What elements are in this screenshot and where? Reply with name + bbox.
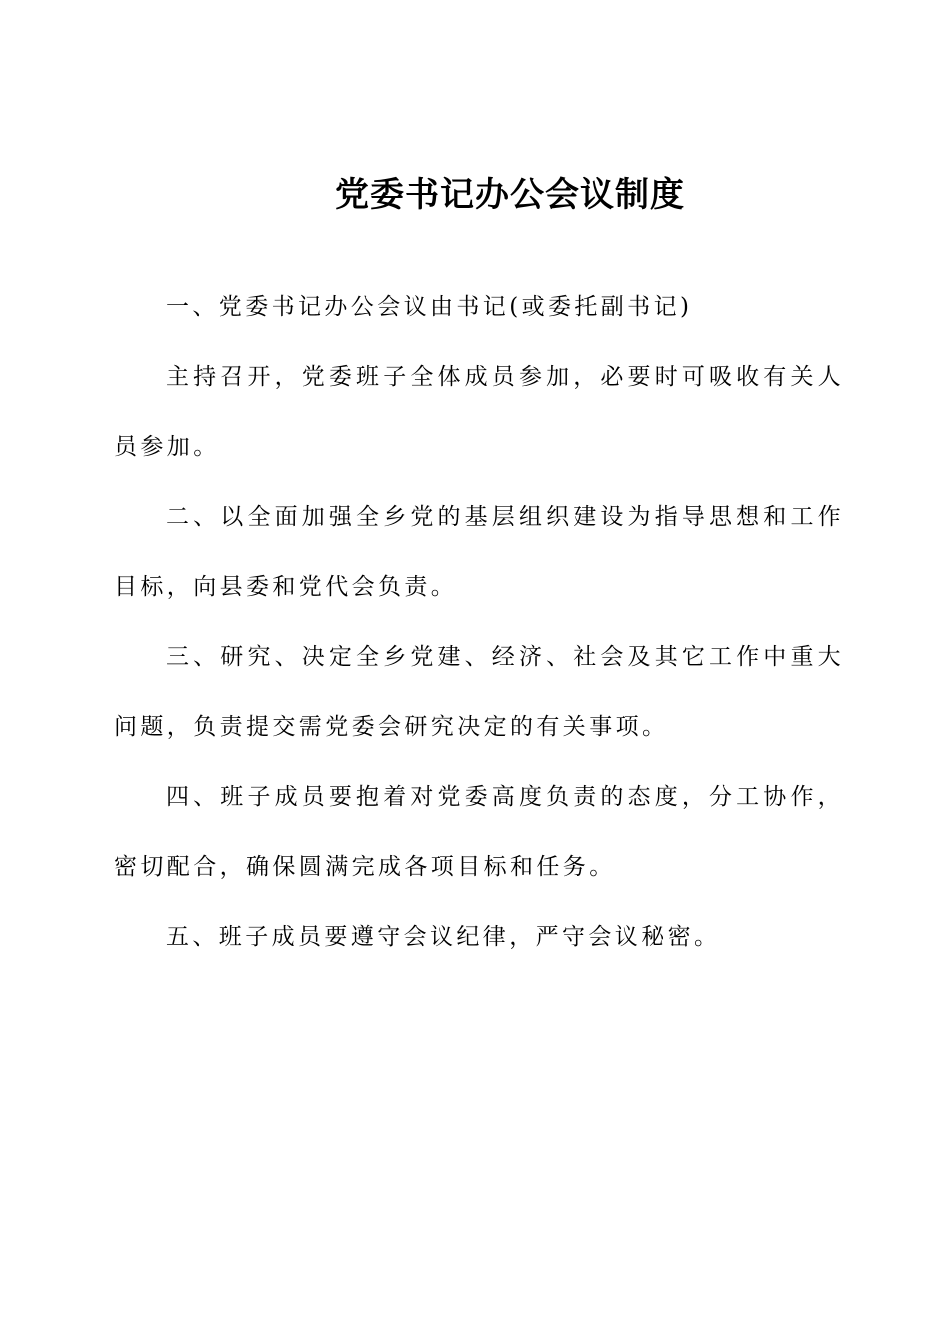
paragraph-4: 三、研究、决定全乡党建、经济、社会及其它工作中重大问题，负责提交需党委会研究决定的有关事项。 bbox=[114, 644, 844, 740]
paragraph-1: 一、党委书记办公会议由书记(或委托副书记) bbox=[166, 294, 693, 320]
document-body bbox=[114, 272, 844, 972]
document-title: 党委书记办公会议制度 bbox=[335, 175, 685, 215]
paragraph-6: 五、班子成员要遵守会议纪律，严守会议秘密。 bbox=[166, 924, 721, 950]
paragraph-3: 二、以全面加强全乡党的基层组织建设为指导思想和工作目标，向县委和党代会负责。 bbox=[114, 504, 844, 600]
paragraph-5: 四、班子成员要抱着对党委高度负责的态度，分工协作，密切配合，确保圆满完成各项目标和任务。 bbox=[114, 784, 844, 880]
paragraph-2: 主持召开，党委班子全体成员参加，必要时可吸收有关人员参加。 bbox=[114, 364, 844, 460]
